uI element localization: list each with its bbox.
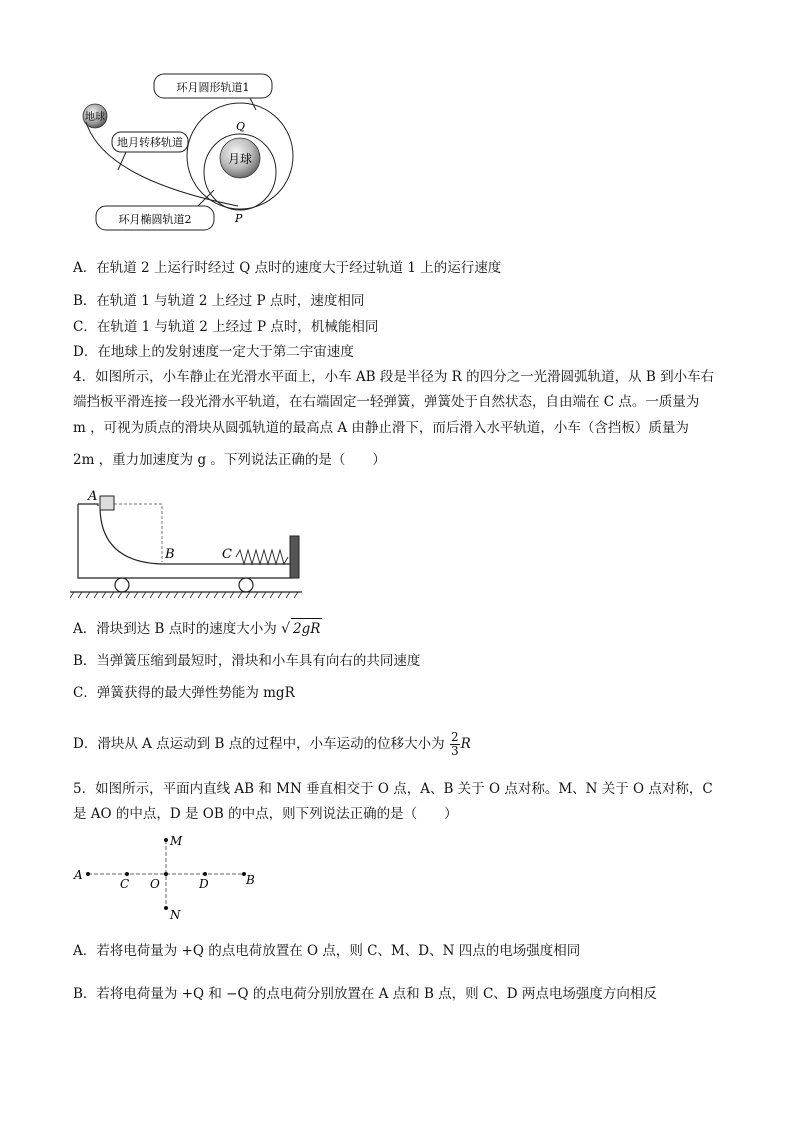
point-N-label: N [170,908,181,922]
q4-option-d [73,729,471,759]
cart-diagram [70,486,310,604]
q5-stem-line1: 5．如图所示，平面内直线 AB 和 MN 垂直相交于 O 点，A、B 关于 O 点对称。M、N 关于 O 点对称，C [73,781,713,797]
orbit-diagram [78,70,318,240]
orbit1-label: 环月圆形轨道1 [176,81,250,94]
point-P-label: P [235,212,243,225]
point-A-label: A [74,868,83,882]
q4-stem-line3: m ，可视为质点的滑块从圆弧轨道的最高点 A 由静止滑下，而后滑入水平轨道，小车（含挡板）质量为 [73,420,689,436]
point-O-label: O [150,877,160,891]
q4-stem-line4: 2m ，重力加速度为 g 。下列说法正确的是（ ） [73,452,386,468]
point-M-label: M [170,834,183,848]
wheel-left [115,578,129,592]
q4-option-a-text: A．滑块到达 B 点时的速度大小为 [73,621,277,637]
q3-option-a: A．在轨道 2 上运行时经过 Q 点时的速度大于经过轨道 1 上的运行速度 [73,260,502,276]
slider-block [100,496,114,510]
q5-option-b: B．若将电荷量为 +Q 和 −Q 的点电荷分别放置在 A 点和 B 点，则 C、D 两点电场强度方向相反 [73,986,657,1002]
q5-option-a: A．若将电荷量为 +Q 的点电荷放置在 O 点，则 C、M、D、N 四点的电场强度相同 [73,943,581,959]
fraction-numerator: 2 [450,730,459,744]
q4-option-a-radicand: 2gR [291,618,322,639]
q3-option-d: D．在地球上的发射速度一定大于第二宇宙速度 [73,344,354,360]
q4-option-a: A．滑块到达 B 点时的速度大小为 √ 2gR [73,618,322,639]
arc-track [100,506,162,564]
q3-option-c: C．在轨道 1 与轨道 2 上经过 P 点时，机械能相同 [73,319,379,335]
cart-label-C: C [222,547,232,562]
cross-line-diagram [70,828,270,926]
q4-option-b: B．当弹簧压缩到最短时，滑块和小车具有向右的共同速度 [73,653,421,669]
q4-option-c: C．弹簧获得的最大弹性势能为 mgR [73,685,295,701]
q4-option-d-text: D．滑块从 A 点运动到 B 点的过程中，小车运动的位移大小为 [73,736,445,752]
orbit2-label: 环月椭圆轨道2 [118,213,192,226]
moon-label: 月球 [227,152,253,166]
end-wall [290,536,299,578]
q4-stem-line1: 4．如图所示，小车静止在光滑水平面上，小车 AB 段是半径为 R 的四分之一光滑圆弧轨道，从 B 到小车右 [73,369,715,385]
q4-option-d-variable: R [460,736,471,752]
spring [236,550,288,564]
fraction-denominator: 3 [450,744,459,758]
transfer-label: 地月转移轨道 [117,136,183,149]
cart-label-B: B [165,547,175,562]
wheel-right [239,578,253,592]
q5-stem-line2: 是 AO 的中点，D 是 OB 的中点，则下列说法正确的是（ ） [73,806,458,822]
cart-label-A: A [88,489,98,504]
q3-option-b: B．在轨道 1 与轨道 2 上经过 P 点时，速度相同 [73,293,365,309]
point-C-label: C [120,877,130,891]
point-Q-label: Q [236,120,246,133]
q4-stem-line2: 端挡板平滑连接一段光滑水平轨道，在右端固定一轻弹簧，弹簧处于自然状态，自由端在 C 点。一质量为 [73,394,700,410]
point-D-label: D [199,877,209,891]
point-B-label: B [246,873,255,887]
fraction-two-thirds [450,731,460,758]
earth-label: 地球 [85,112,105,123]
